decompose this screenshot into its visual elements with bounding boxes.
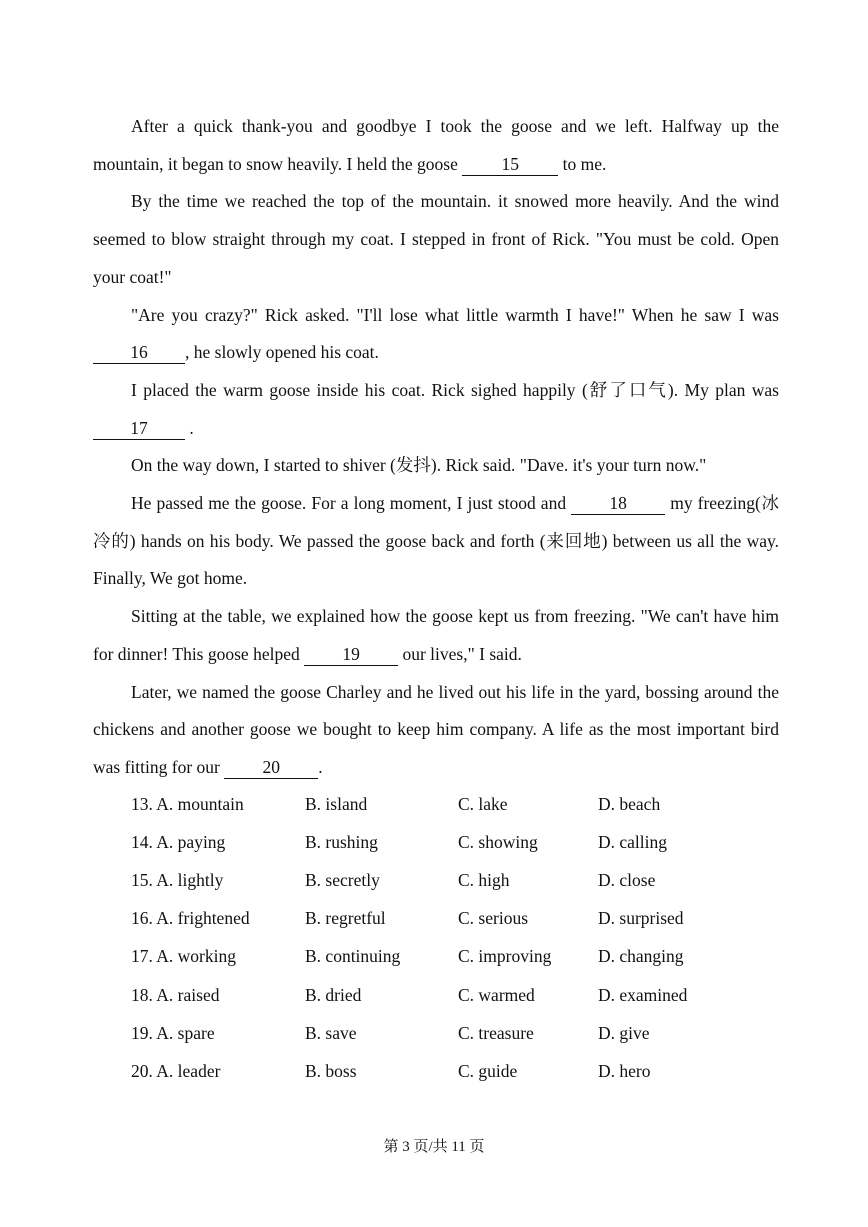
option-a: 18. A. raised [131, 984, 220, 1005]
paragraph-4 [93, 372, 779, 447]
option-a: 19. A. spare [131, 1022, 215, 1043]
text: my freezing(冰冷的) hands on his body. We passed the goose back and forth (来回地) between us all the way. Finally, We got home. [93, 493, 779, 589]
option-d: D. examined [598, 984, 688, 1005]
option-c: C. high [458, 869, 510, 890]
paragraph-6 [93, 485, 779, 598]
option-c: C. serious [458, 908, 528, 929]
option-c: C. treasure [458, 1022, 534, 1043]
option-d: D. surprised [598, 908, 684, 929]
option-c: C. showing [458, 831, 538, 852]
option-c: C. warmed [458, 984, 535, 1005]
option-d: D. hero [598, 1060, 651, 1081]
option-a: 14. A. paying [131, 831, 226, 852]
text: After a quick thank-you and goodbye I took the goose and we left. Halfway up the mountain, it began to snow heavily. I held the goose [93, 116, 779, 174]
option-a: 20. A. leader [131, 1060, 221, 1081]
option-b: B. island [305, 793, 368, 814]
option-row [131, 861, 751, 899]
blank-15: 15 [462, 153, 558, 176]
paragraph-2: By the time we reached the top of the mountain. it snowed more heavily. And the wind seemed to blow straight through my coat. I stepped in front of Rick. "You must be cold. Open your coat!" [93, 191, 779, 287]
option-c: C. guide [458, 1060, 518, 1081]
text: "Are you crazy?" Rick asked. "I'll lose what little warmth I have!" When he saw I was [131, 304, 779, 325]
option-b: B. boss [305, 1060, 357, 1081]
option-c: C. improving [458, 946, 552, 967]
blank-19: 19 [304, 643, 398, 666]
paragraph-1 [93, 108, 779, 183]
option-row [131, 976, 751, 1014]
option-b: B. dried [305, 984, 362, 1005]
option-b: B. regretful [305, 908, 386, 929]
option-row [131, 938, 751, 976]
paragraph-8 [93, 674, 779, 787]
page-number: 第 3 页/共 11 页 [383, 1139, 485, 1155]
option-c: C. lake [458, 793, 508, 814]
option-a: 13. A. mountain [131, 793, 244, 814]
option-row [131, 823, 751, 861]
option-row [131, 785, 751, 823]
text: our lives," I said. [398, 643, 522, 664]
paragraph-7 [93, 598, 779, 673]
text: Sitting at the table, we explained how the goose kept us from freezing. "We can't have him for dinner! This goose helped [93, 606, 779, 664]
paragraph-3 [93, 297, 779, 372]
blank-20: 20 [224, 756, 318, 779]
passage [93, 108, 779, 787]
option-d: D. give [598, 1022, 650, 1043]
text: . [318, 756, 323, 777]
option-a: 15. A. lightly [131, 869, 224, 890]
text: , he slowly opened his coat. [185, 342, 379, 363]
option-a: 16. A. frightened [131, 908, 250, 929]
option-b: B. save [305, 1022, 357, 1043]
option-d: D. beach [598, 793, 661, 814]
blank-17: 17 [93, 417, 185, 440]
text: to me. [558, 153, 607, 174]
blank-16: 16 [93, 341, 185, 364]
option-d: D. close [598, 869, 656, 890]
option-b: B. secretly [305, 869, 380, 890]
option-d: D. calling [598, 831, 668, 852]
option-b: B. rushing [305, 831, 378, 852]
option-row [131, 900, 751, 938]
option-a: 17. A. working [131, 946, 236, 967]
option-row [131, 1052, 751, 1090]
text: Later, we named the goose Charley and he lived out his life in the yard, bossing around the chickens and another goose we bought to keep him company. A life as the most important bird was fitting for our [93, 681, 779, 777]
blank-18: 18 [571, 492, 665, 515]
answer-options [131, 785, 751, 1091]
text: I placed the warm goose inside his coat. Rick sighed happily (舒了口气). My plan was [131, 379, 779, 400]
option-row [131, 1014, 751, 1052]
text: He passed me the goose. For a long moment, I just stood and [131, 493, 572, 514]
text: . [185, 417, 194, 438]
option-b: B. continuing [305, 946, 401, 967]
option-d: D. changing [598, 946, 684, 967]
paragraph-5: On the way down, I started to shiver (发抖). Rick said. "Dave. it's your turn now." [131, 455, 707, 476]
